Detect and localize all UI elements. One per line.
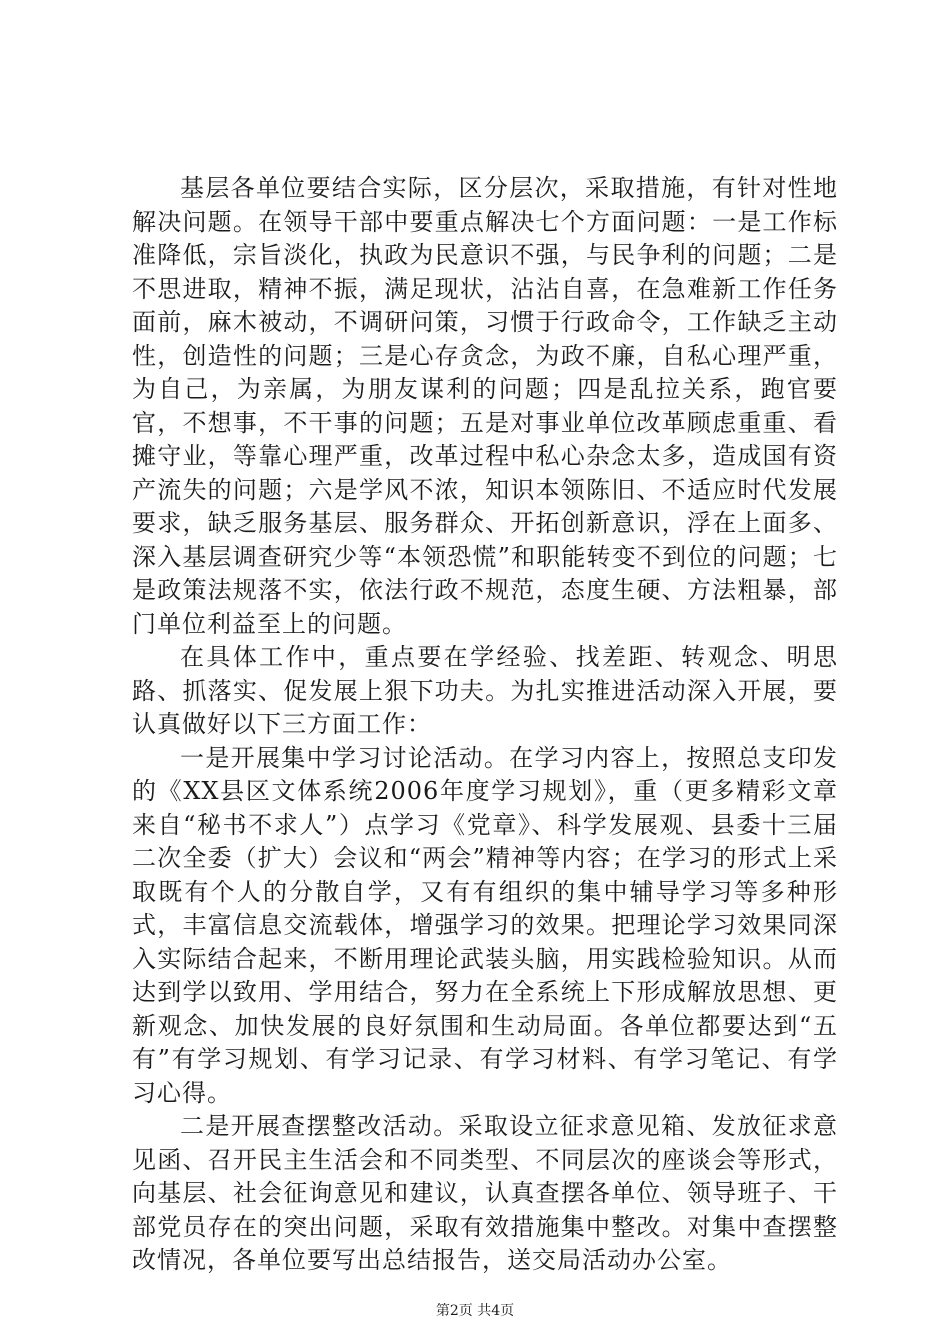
document-body xyxy=(132,172,838,1278)
paragraph-key-problems: 基层各单位要结合实际，区分层次，采取措施，有针对性地解决问题。在领导干部中要重点解决七个方面问题：一是工作标准降低，宗旨淡化，执政为民意识不强，与民争利的问题；二是不思进取，精神不振，满足现状，沾沾自喜，在急难新工作任务面前，麻木被动，不调研问策，习惯于行政命令，工作缺乏主动性，创造性的问题；三是心存贪念，为政不廉，自私心理严重，为自己，为亲属，为朋友谋利的问题；四是乱拉关系，跑官要官，不想事，不干事的问题；五是对事业单位改革顾虑重重、看摊守业，等靠心理严重，改革过程中私心杂念太多，造成国有资产流失的问题；六是学风不浓，知识本领陈旧、不适应时代发展要求，缺乏服务基层、服务群众、开拓创新意识，浮在上面多、深入基层调查研究少等“本领恐慌”和职能转变不到位的问题；七是政策法规落不实，依法行政不规范，态度生硬、方法粗暴，部门单位利益至上的问题。 xyxy=(132,174,838,638)
paragraph-work-focus: 在具体工作中，重点要在学经验、找差距、转观念、明思路、抓落实、促发展上狠下功夫。为扎实推进活动深入开展，要认真做好以下三方面工作： xyxy=(132,643,838,738)
paragraph-study-activity: 一是开展集中学习讨论活动。在学习内容上，按照总支印发的《XX县区文体系统2006年度学习规划》，重（更多精彩文章来自“秘书不求人”）点学习《党章》、科学发展观、县委十三届二次全委（扩大）会议和“两会”精神等内容；在学习的形式上采取既有个人的分散自学，又有有组织的集中辅导学习等多种形式，丰富信息交流载体，增强学习的效果。把理论学习效果同深入实际结合起来，不断用理论武装头脑，用实践检验知识。从而达到学以致用、学用结合，努力在全系统上下形成解放思想、更新观念、加快发展的良好氛围和生动局面。各单位都要达到“五有”有学习规划、有学习记录、有学习材料、有学习笔记、有学习心得。 xyxy=(132,743,838,1107)
paragraph-rectification-activity: 二是开展查摆整改活动。采取设立征求意见箱、发放征求意见函、召开民主生活会和不同类型、不同层次的座谈会等形式，向基层、社会征询意见和建议，认真查摆各单位、领导班子、干部党员存在的突出问题，采取有效措施集中整改。对集中查摆整改情况，各单位要写出总结报告，送交局活动办公室。 xyxy=(132,1112,838,1274)
page-number-footer: 第2页 共4页 xyxy=(435,1303,515,1319)
